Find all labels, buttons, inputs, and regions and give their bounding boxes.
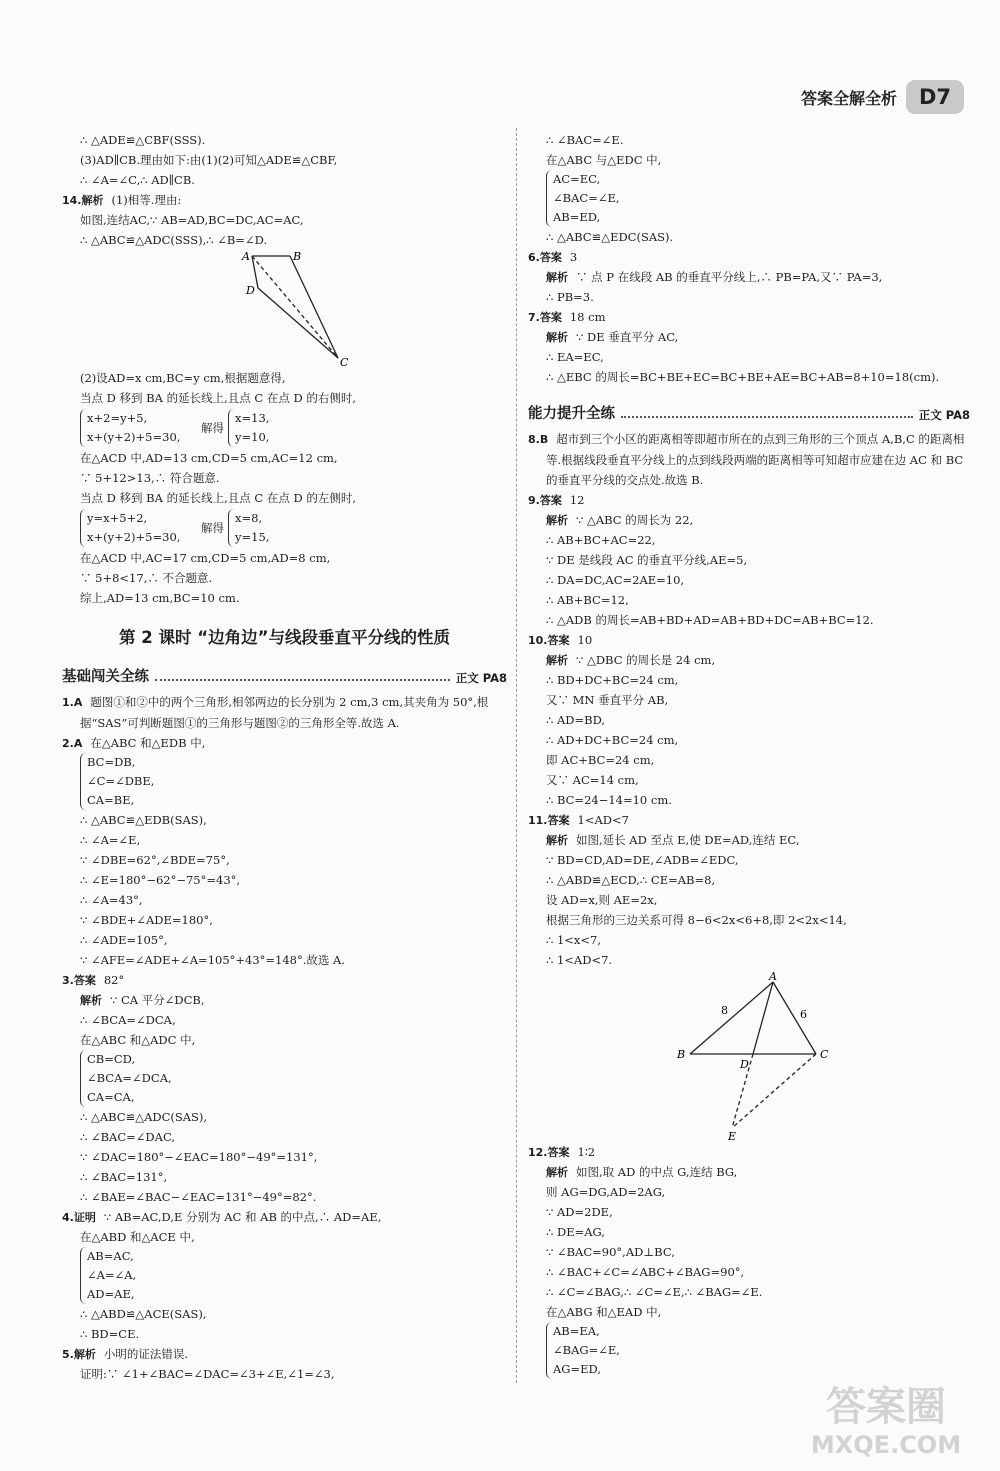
- answer-value: 1<AD<7: [577, 813, 629, 827]
- text-line: 在△ABG 和△EAD 中,: [546, 1305, 662, 1319]
- text-line: ∵ 5+8<17,∴ 不合题意.: [80, 571, 213, 585]
- text-line: ∵ △ABC 的周长为 22,: [576, 513, 694, 527]
- analysis-tag: 解析: [546, 1166, 568, 1179]
- answer-value: 10: [577, 633, 593, 647]
- equation-system: [80, 1050, 237, 1107]
- segment-ac: [252, 256, 338, 358]
- question-number: 14.: [62, 194, 82, 207]
- page-code-badge: D7: [906, 80, 964, 114]
- answer-value: 82°: [103, 973, 125, 987]
- label-d: D: [246, 284, 255, 297]
- system-brace-left: [80, 409, 199, 447]
- question-number: 1.A: [62, 696, 83, 709]
- text-line: 证明:∵ ∠1+∠BAC=∠DAC=∠3+∠E,∠1=∠3,: [80, 1367, 335, 1381]
- header-title: 答案全解全析: [800, 89, 897, 108]
- subsection-header-advanced: [528, 395, 970, 423]
- answer-tag: 答案: [547, 1146, 570, 1159]
- answer-tag: 答案: [547, 634, 570, 647]
- figure-lines: [252, 256, 338, 358]
- text-line: 综上,AD=13 cm,BC=10 cm.: [80, 591, 240, 605]
- text-line: ∴ AB+BC+AC=22,: [546, 533, 656, 547]
- text-line: ∵ 点 P 在线段 AB 的垂直平分线上,∴ PB=PA,又∵ PA=3,: [576, 270, 883, 284]
- equation: AG=ED,: [553, 1362, 601, 1376]
- text-line: ∵ ∠BDE+∠ADE=180°,: [80, 913, 213, 927]
- equation: CA=CA,: [87, 1090, 135, 1104]
- segment-bc: [290, 256, 338, 358]
- label-c: C: [340, 356, 349, 368]
- text-line: ∴ ∠BAC=131°,: [80, 1170, 168, 1184]
- text-line: ∴ AD=BD,: [546, 713, 606, 727]
- question-number: 11.: [528, 814, 548, 827]
- text-line: ∴ ∠A=∠E,: [80, 833, 141, 847]
- text-line: 在△ABC 和△EDB 中,: [90, 736, 206, 750]
- text-line: 当点 D 移到 BA 的延长线上,且点 C 在点 D 的右侧时,: [80, 391, 357, 405]
- answer-value: 18 cm: [569, 310, 606, 324]
- text-line: 小明的证法错误.: [103, 1347, 188, 1361]
- segment-dc: [258, 288, 338, 358]
- text-line: ∵ DE 垂直平分 AC,: [576, 330, 679, 344]
- text-line: ∴ 1<x<7,: [546, 933, 602, 947]
- answer-value: 1∶2: [577, 1145, 596, 1159]
- equation: x=13,: [235, 411, 270, 425]
- text-line: ∵ CA 平分∠DCB,: [110, 993, 205, 1007]
- question-number: 8.B: [528, 433, 549, 446]
- question-number: 9.: [528, 494, 540, 507]
- question-2-head: [62, 733, 507, 753]
- text-line: ∴ ∠BAC=∠E.: [546, 133, 624, 147]
- equation: y=x+5+2,: [87, 511, 148, 525]
- equation: CA=BE,: [87, 793, 135, 807]
- text-line: ∴ AD+DC+BC=24 cm,: [546, 733, 679, 747]
- text-line: ∵ ∠AFE=∠ADE+∠A=105°+43°=148°.故选 A.: [80, 953, 346, 967]
- text-line: ∴ △ABD≌△ACE(SAS),: [80, 1307, 207, 1321]
- equation: x+(y+2)+5=30,: [87, 430, 181, 444]
- text-line: ∴ ∠BAE=∠BAC−∠EAC=131°−49°=82°.: [80, 1190, 317, 1204]
- solution-head: [528, 327, 970, 347]
- figure-lines: [690, 982, 816, 1128]
- question-12-head: [528, 1142, 970, 1162]
- text-line: ∴ ∠A=∠C,∴ AD∥CB.: [80, 173, 195, 187]
- answer-tag: 答案: [547, 814, 570, 827]
- equation: ∠BAC=∠E,: [553, 191, 620, 205]
- equation-system-1: [62, 409, 507, 447]
- text-line: ∴ AB+BC=12,: [546, 593, 629, 607]
- right-column: [528, 130, 970, 1379]
- question-7-head: [528, 307, 970, 327]
- text-line: ∴ ∠ADE=105°,: [80, 933, 168, 947]
- question-14-head: [62, 190, 507, 210]
- question-text: 超市到三个小区的距离相等即超市所在的点到三角形的三个顶点 A,B,C 的距离相等.根据线段垂直平分线上的点到线段两端的距离相等可知超市应建在边 AC 和 BC 的垂直平分线的交点处.故选 B.: [546, 432, 965, 487]
- question-5-head: [62, 1344, 507, 1364]
- text-line: ∴ △ADE≌△CBF(SSS).: [80, 133, 206, 147]
- watermark-logo: [796, 1383, 976, 1463]
- figure-quadrilateral-abcd: [62, 250, 507, 368]
- label-ac-length: 6: [800, 1008, 807, 1021]
- text-line: ∴ △ABD≌△ECD,∴ CE=AB=8,: [546, 873, 716, 887]
- equation-system-2: [62, 509, 507, 547]
- text-line: ∵ 5+12>13,∴ 符合题意.: [80, 471, 220, 485]
- analysis-tag: 解析: [546, 654, 568, 667]
- text-line: 如图,延长 AD 至点 E,使 DE=AD,连结 EC,: [576, 833, 800, 847]
- question-number: 7.: [528, 311, 540, 324]
- text-line: 又∵ MN 垂直平分 AB,: [546, 693, 669, 707]
- section-title: 第 2 课时 “边角边”与线段垂直平分线的性质: [119, 628, 450, 647]
- text-line: 又∵ AC=14 cm,: [546, 773, 639, 787]
- text-line: ∴ △ABC≌△EDB(SAS),: [80, 813, 207, 827]
- equation: AD=AE,: [87, 1287, 135, 1301]
- label-a: A: [769, 970, 777, 983]
- equation-system: [546, 1322, 683, 1379]
- analysis-tag: 解析: [546, 834, 568, 847]
- text-line: ∴ DA=DC,AC=2AE=10,: [546, 573, 685, 587]
- text-line: ∴ PB=3.: [546, 290, 594, 304]
- subsection-title: 基础闯关全练: [62, 669, 149, 685]
- text-line: 根据三角形的三边关系可得 8−6<2x<6+8,即 2<2x<14,: [546, 913, 847, 927]
- question-8: [528, 429, 970, 490]
- question-4-head: [62, 1207, 507, 1227]
- page-reference: 正文 PA8: [455, 671, 507, 685]
- equation: ∠C=∠DBE,: [87, 774, 155, 788]
- equation: ∠A=∠A,: [87, 1268, 137, 1282]
- answer-tag: 答案: [539, 251, 562, 264]
- analysis-tag: 解析: [546, 271, 568, 284]
- solution-head: [528, 510, 970, 530]
- text-line: 当点 D 移到 BA 的延长线上,且点 C 在点 D 的左侧时,: [80, 491, 357, 505]
- solution-head: [528, 1162, 970, 1182]
- text-line: 则 AG=DG,AD=2AG,: [546, 1185, 666, 1199]
- segment-ad: [753, 982, 773, 1054]
- equation: AB=ED,: [553, 210, 601, 224]
- segment-ac: [773, 982, 816, 1054]
- equation: y=10,: [235, 430, 270, 444]
- answer-tag: 答案: [539, 494, 562, 507]
- question-3-head: [62, 970, 507, 990]
- label-e: E: [728, 1130, 737, 1142]
- system-brace-right: [228, 409, 315, 447]
- equation: x+(y+2)+5=30,: [87, 530, 181, 544]
- text-line: 设 AD=x,则 AE=2x,: [546, 893, 658, 907]
- question-number: 12.: [528, 1146, 548, 1159]
- question-number: 5.: [62, 1348, 74, 1361]
- equation-system: [80, 753, 227, 810]
- question-6-head: [528, 247, 970, 267]
- solution-head: [528, 267, 970, 287]
- text-line: ∴ △EBC 的周长=BC+BE+EC=BC+BE+AE=BC+AB=8+10=18(cm).: [546, 370, 940, 384]
- text-line: ∵ AD=2DE,: [546, 1205, 613, 1219]
- text-line: (2)设AD=x cm,BC=y cm,根据题意得,: [80, 371, 286, 385]
- label-c: C: [820, 1048, 829, 1061]
- text-line: ∴ ∠BAC+∠C=∠ABC+∠BAG=90°,: [546, 1265, 745, 1279]
- equation: ∠BAG=∠E,: [553, 1343, 620, 1357]
- text-line: 在△ABD 和△ACE 中,: [80, 1230, 195, 1244]
- text-line: ∴ BD+DC+BC=24 cm,: [546, 673, 679, 687]
- equation: AB=AC,: [87, 1249, 134, 1263]
- answer-tag: 答案: [73, 974, 96, 987]
- answer-value: 12: [569, 493, 585, 507]
- analysis-tag: 解析: [80, 994, 102, 1007]
- text-line: (1)相等.理由:: [111, 193, 182, 207]
- text-line: (3)AD∥CB.理由如下:由(1)(2)可知△ADE≌△CBF,: [80, 153, 338, 167]
- system-brace-right: [228, 509, 315, 547]
- label-b: B: [677, 1048, 686, 1061]
- equation-system: [546, 170, 683, 227]
- question-9-head: [528, 490, 970, 510]
- text-line: ∵ ∠BAC=90°,AD⊥BC,: [546, 1245, 675, 1259]
- answer-value: 3: [569, 250, 578, 264]
- text-line: ∴ BC=24−14=10 cm.: [546, 793, 672, 807]
- figure-triangle-abc-extended: [528, 970, 970, 1142]
- solve-word: 解得: [201, 421, 224, 435]
- solution-head: [62, 990, 507, 1010]
- answer-tag: 答案: [539, 311, 562, 324]
- analysis-tag: 解析: [546, 331, 568, 344]
- answer-tag: 解析: [81, 194, 104, 207]
- solution-head: [528, 830, 970, 850]
- text-line: 如图,连结AC,∵ AB=AD,BC=DC,AC=AC,: [80, 213, 304, 227]
- text-line: ∴ ∠E=180°−62°−75°=43°,: [80, 873, 241, 887]
- question-text: 题图①和②中的两个三角形,相邻两边的长分别为 2 cm,3 cm,其夹角为 50°,根据“SAS”可判断题图①的三角形与题图②的三角形全等.故选 A.: [80, 695, 489, 730]
- subsection-header-basic: [62, 658, 507, 686]
- text-line: 在△ABC 与△EDC 中,: [546, 153, 662, 167]
- left-column: [62, 130, 507, 1384]
- text-line: ∵ ∠DBE=62°,∠BDE=75°,: [80, 853, 230, 867]
- question-10-head: [528, 630, 970, 650]
- proof-tag: 证明: [73, 1211, 96, 1224]
- text-line: ∴ △ABC≌△ADC(SSS),∴ ∠B=∠D.: [80, 233, 268, 247]
- column-divider: [516, 128, 517, 1383]
- text-line: ∴ BD=CE.: [80, 1327, 140, 1341]
- equation: CB=CD,: [87, 1052, 136, 1066]
- question-11-head: [528, 810, 970, 830]
- question-number: 4.: [62, 1211, 74, 1224]
- question-number: 2.A: [62, 737, 83, 750]
- text-line: ∴ ∠BCA=∠DCA,: [80, 1013, 176, 1027]
- page-reference: 正文 PA8: [918, 408, 970, 422]
- subsection-title: 能力提升全练: [528, 406, 615, 422]
- text-line: ∵ △DBC 的周长是 24 cm,: [576, 653, 716, 667]
- equation: ∠BCA=∠DCA,: [87, 1071, 172, 1085]
- text-line: 在△ACD 中,AD=13 cm,CD=5 cm,AC=12 cm,: [80, 451, 338, 465]
- text-line: ∴ 1<AD<7.: [546, 953, 613, 967]
- text-line: ∴ △ABC≌△EDC(SAS).: [546, 230, 674, 244]
- label-a: A: [242, 250, 250, 263]
- watermark-site: MXQE.COM: [810, 1431, 962, 1459]
- text-line: ∵ AB=AC,D,E 分别为 AC 和 AB 的中点,∴ AD=AE,: [103, 1210, 382, 1224]
- solution-head: [528, 650, 970, 670]
- text-line: ∵ DE 是线段 AC 的垂直平分线,AE=5,: [546, 553, 748, 567]
- text-line: ∴ ∠BAC=∠DAC,: [80, 1130, 176, 1144]
- label-d: D: [740, 1058, 749, 1071]
- text-line: ∴ EA=EC,: [546, 350, 604, 364]
- text-line: ∴ △ADB 的周长=AB+BD+AD=AB+BD+DC=AB+BC=12.: [546, 613, 874, 627]
- analysis-tag: 解析: [546, 514, 568, 527]
- watermark-text: 答案圈: [826, 1384, 946, 1430]
- text-line: ∴ ∠C=∠BAG,∴ ∠C=∠E,∴ ∠BAG=∠E.: [546, 1285, 763, 1299]
- label-b: B: [293, 250, 302, 263]
- text-line: 在△ABC 和△ADC 中,: [80, 1033, 196, 1047]
- equation-system: [80, 1247, 227, 1304]
- text-line: ∵ ∠DAC=180°−∠EAC=180°−49°=131°,: [80, 1150, 318, 1164]
- equation: x=8,: [235, 511, 263, 525]
- text-line: ∵ BD=CD,AD=DE,∠ADB=∠EDC,: [546, 853, 739, 867]
- question-number: 10.: [528, 634, 548, 647]
- equation: y=15,: [235, 530, 270, 544]
- system-brace-left: [80, 509, 199, 547]
- text-line: 在△ACD 中,AC=17 cm,CD=5 cm,AD=8 cm,: [80, 551, 331, 565]
- text-line: ∴ △ABC≌△ADC(SAS),: [80, 1110, 208, 1124]
- question-number: 6.: [528, 251, 540, 264]
- dotted-leader: [621, 416, 913, 418]
- equation: x+2=y+5,: [87, 411, 148, 425]
- text-line: 如图,取 AD 的中点 G,连结 BG,: [576, 1165, 738, 1179]
- label-ab-length: 8: [721, 1004, 728, 1017]
- analysis-tag: 解析: [73, 1348, 96, 1361]
- question-number: 3.: [62, 974, 74, 987]
- dotted-leader: [155, 679, 450, 681]
- equation: AC=EC,: [553, 172, 601, 186]
- equation: BC=DB,: [87, 755, 136, 769]
- segment-ab: [690, 982, 773, 1054]
- solve-word: 解得: [201, 521, 224, 535]
- equation: AB=EA,: [553, 1324, 600, 1338]
- text-line: ∴ ∠A=43°,: [80, 893, 143, 907]
- text-line: ∴ DE=AG,: [546, 1225, 605, 1239]
- question-1: [62, 692, 507, 733]
- text-line: 即 AC+BC=24 cm,: [546, 753, 655, 767]
